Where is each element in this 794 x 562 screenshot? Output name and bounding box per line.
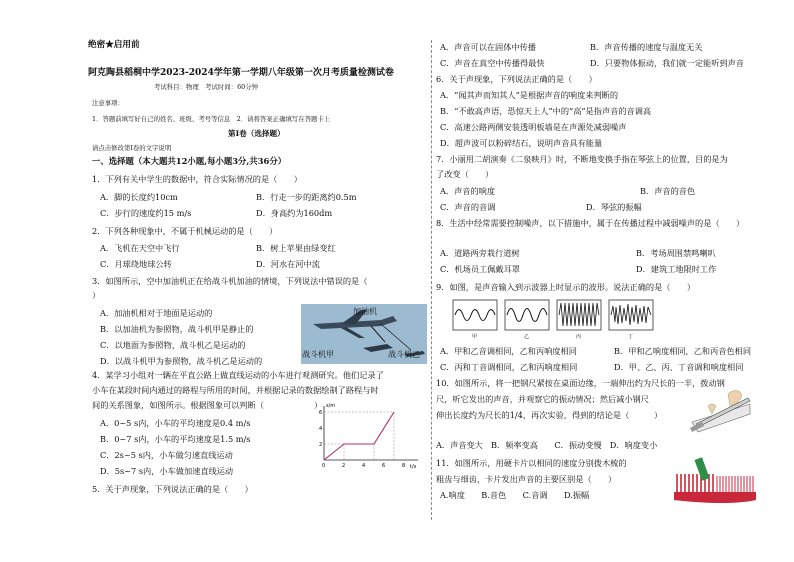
q1-option-b: B．行走一步的距离约0.5m bbox=[256, 192, 357, 202]
x-tick: 2 bbox=[342, 463, 346, 469]
q9-option-c: C．丙和丁音调相同，乙和丙响度相同 bbox=[440, 362, 578, 372]
question-4-line3: 间的关系图象，如图所示。根据图象可以判断（ bbox=[92, 400, 264, 410]
x-tick: 6 bbox=[382, 463, 386, 469]
wave-jia bbox=[453, 300, 497, 330]
q6-option-b: B．“不敢高声语，恐惊天上人”中的“高”是指声音的音调高 bbox=[440, 106, 652, 116]
graph-ylabel: s/m bbox=[326, 403, 336, 409]
question-8: 8．生活中经常需要控制噪声，以下措施中，属于在传播过程中减弱噪声的是（ ） bbox=[436, 218, 745, 228]
q7-option-c: C．声音的音调 bbox=[440, 202, 496, 212]
label-jet-b: 战斗机乙 bbox=[388, 350, 420, 359]
q3-option-c: C．以地面为参照物，战斗机乙是运动的 bbox=[100, 340, 246, 350]
q5-option-c: C．声音在真空中传播得最快 bbox=[440, 58, 545, 68]
q3-option-b: B．以加油机为参照物，战斗机甲是静止的 bbox=[100, 324, 254, 334]
notice-item: 1．答题前填写好自己的姓名、班级、考号等信息 2．请将答案正确填写在答题卡上 bbox=[92, 115, 331, 123]
q2-option-c: C．月球绕地球公转 bbox=[100, 259, 172, 269]
q4-option-c: C．2s~5 s内，小车做匀速直线运动 bbox=[100, 450, 233, 460]
q2-option-b: B．树上苹果由绿变红 bbox=[256, 243, 336, 253]
comb-fine-teeth bbox=[717, 476, 753, 492]
question-11-line2: 粗齿与细齿，卡片发出声音的主要区别是（ ） bbox=[436, 474, 617, 484]
q7-option-d: D．琴弦的振幅 bbox=[586, 202, 642, 212]
desk bbox=[692, 404, 750, 432]
comb-figure bbox=[668, 452, 762, 510]
comb-spine bbox=[674, 492, 756, 503]
q5-option-d: D．只要物体振动，我们就一定能听到声音 bbox=[590, 58, 744, 68]
q1-option-c: C．步行的速度约15 m/s bbox=[100, 208, 192, 218]
exam-title: 阿克陶县稻桐中学2023-2024学年第一学期八年级第一次月考质量检测试卷 bbox=[88, 68, 394, 78]
wave-label: 甲 bbox=[472, 334, 478, 340]
y-tick: 6 bbox=[319, 410, 323, 416]
column-divider bbox=[431, 40, 432, 520]
distance-time-graph bbox=[310, 400, 426, 470]
oscilloscope-waveforms bbox=[452, 298, 658, 340]
question-10-line3: 伸出长度约为尺长的1/4，再次实验，得到的结论是（ bbox=[436, 410, 630, 420]
section-note: 请点击修改第Ⅰ卷的文字说明 bbox=[92, 144, 172, 152]
q9-option-d: D．甲、乙、丙、丁音调和响度相同 bbox=[614, 362, 744, 372]
q4-option-d: D．5s~7 s内，小车做加速直线运动 bbox=[100, 466, 234, 476]
wave-label: 丙 bbox=[576, 334, 582, 340]
distance-line bbox=[324, 412, 394, 460]
q9-option-b: B．甲和乙响度相同，乙和丙音色相同 bbox=[614, 346, 752, 356]
secret-mark: 绝密★启用前 bbox=[88, 40, 140, 50]
question-9: 9．如图，是声音输入到示波器上时显示的波形。说法正确的是（ ） bbox=[436, 282, 696, 292]
exam-meta: 考试科目：物理 考试时间：60分钟 bbox=[154, 83, 258, 91]
ruler-figure bbox=[688, 384, 754, 442]
wave-label: 丁 bbox=[628, 334, 634, 340]
q5-option-b: B．声音传播的速度与温度无关 bbox=[590, 42, 703, 52]
question-7-line2: 了改变（ ） bbox=[436, 169, 494, 179]
x-tick: 0 bbox=[322, 463, 326, 469]
q4-option-a: A．0~5 s内，小车的平均速度是0.4 m/s bbox=[100, 418, 251, 428]
question-4-line1: 4．某学习小组对一辆在平直公路上做直线运动的小车进行观测研究。他们记录了 bbox=[92, 370, 384, 380]
wave-ding bbox=[609, 300, 653, 330]
q3-option-a: A．加油机相对于地面是运动的 bbox=[100, 308, 213, 318]
q1-option-d: D．身高约为160dm bbox=[256, 208, 333, 218]
wave-bing bbox=[557, 300, 601, 330]
question-10-line2: 尺，听它发出的声音，并观察它的振动情况；然后减小钢尺 bbox=[436, 394, 649, 404]
q11-options: A.响度 B.音色 C.音调 D.振幅 bbox=[440, 490, 590, 500]
q6-option-d: D．超声波可以粉碎结石，说明声音具有能量 bbox=[440, 138, 603, 148]
q8-option-d: D．建筑工地限时工作 bbox=[636, 264, 717, 274]
question-4-line2: 小车在某段时间内通过的路程与所用的时间，并根据记录的数据绘制了路程与时 bbox=[92, 385, 379, 395]
q8-option-b: B．考场周围禁鸣喇叭 bbox=[636, 248, 716, 258]
section-title: 第Ⅰ卷（选择题） bbox=[228, 129, 285, 138]
question-1: 1．下列有关中学生的数据中，符合实际情况的是（ ） bbox=[92, 174, 302, 184]
q3-option-d: D．以战斗机甲为参照物，战斗机乙是运动的 bbox=[100, 356, 263, 366]
question-10-end: ） bbox=[654, 410, 663, 420]
wave-label: 乙 bbox=[524, 334, 530, 340]
q1-option-a: A．脚的长度约10cm bbox=[100, 192, 178, 202]
y-tick: 4 bbox=[319, 426, 323, 432]
q7-option-b: B．声音的音色 bbox=[640, 186, 696, 196]
q4-option-b: B．0~7 s内，小车的平均速度是1.5 m/s bbox=[100, 434, 251, 444]
q6-option-a: A．“闻其声而知其人”是根据声音的响度来判断的 bbox=[440, 90, 619, 100]
label-tanker: 加油机 bbox=[353, 307, 377, 316]
question-2: 2．下列各种现象中，不属于机械运动的是（ ） bbox=[92, 226, 278, 236]
q9-option-a: A．甲和乙音调相同，乙和丙响度相同 bbox=[440, 346, 577, 356]
y-tick: 2 bbox=[319, 442, 323, 448]
question-7-line1: 7．小丽用二胡演奏《二泉映月》时，不断地变换手指在琴弦上的位置，目的是为 bbox=[436, 154, 728, 164]
q2-option-d: D．河水在河中流 bbox=[256, 259, 320, 269]
notice-title: 注意事项： bbox=[92, 99, 124, 107]
q8-option-c: C．机场员工佩戴耳罩 bbox=[440, 264, 520, 274]
q8-option-a: A．道路两旁栽行道树 bbox=[440, 248, 520, 258]
question-3-end: ） bbox=[92, 290, 101, 300]
q10-options: A．声音变大 B．频率变高 C．振动变慢 D．响度变小 bbox=[436, 440, 658, 450]
question-11-line1: 11．如图所示，用硬卡片以相同的速度分别拨木梳的 bbox=[436, 458, 627, 468]
q7-option-a: A．声音的响度 bbox=[440, 186, 496, 196]
graph-xlabel: t/s bbox=[410, 464, 417, 470]
wave-yi bbox=[505, 300, 549, 330]
question-5: 5．关于声现象，下列说法正确的是（ ） bbox=[92, 484, 253, 494]
q6-option-c: C．高速公路两侧安装透明板墙是在声源处减弱噪声 bbox=[440, 122, 627, 132]
question-10-line1: 10．如图所示，将一把钢尺紧按在桌面边缘，一端伸出约为尺长的一半，拨动钢 bbox=[436, 378, 725, 388]
q2-option-a: A．飞机在天空中飞行 bbox=[100, 243, 180, 253]
q5-option-a: A．声音可以在固体中传播 bbox=[440, 42, 536, 52]
x-tick: 8 bbox=[402, 463, 406, 469]
part-heading: 一、选择题（本大题共12小题,每小题3分,共36分） bbox=[92, 156, 287, 166]
label-jet-a: 战斗机甲 bbox=[302, 350, 334, 359]
question-6: 6．关于声现象，下列说法正确的是（ ） bbox=[436, 74, 597, 84]
question-4-end: ） bbox=[314, 400, 323, 410]
question-3: 3．如图所示，空中加油机正在给战斗机加油的情境，下列说法中错误的是（ bbox=[92, 276, 368, 286]
x-tick: 4 bbox=[362, 463, 366, 469]
